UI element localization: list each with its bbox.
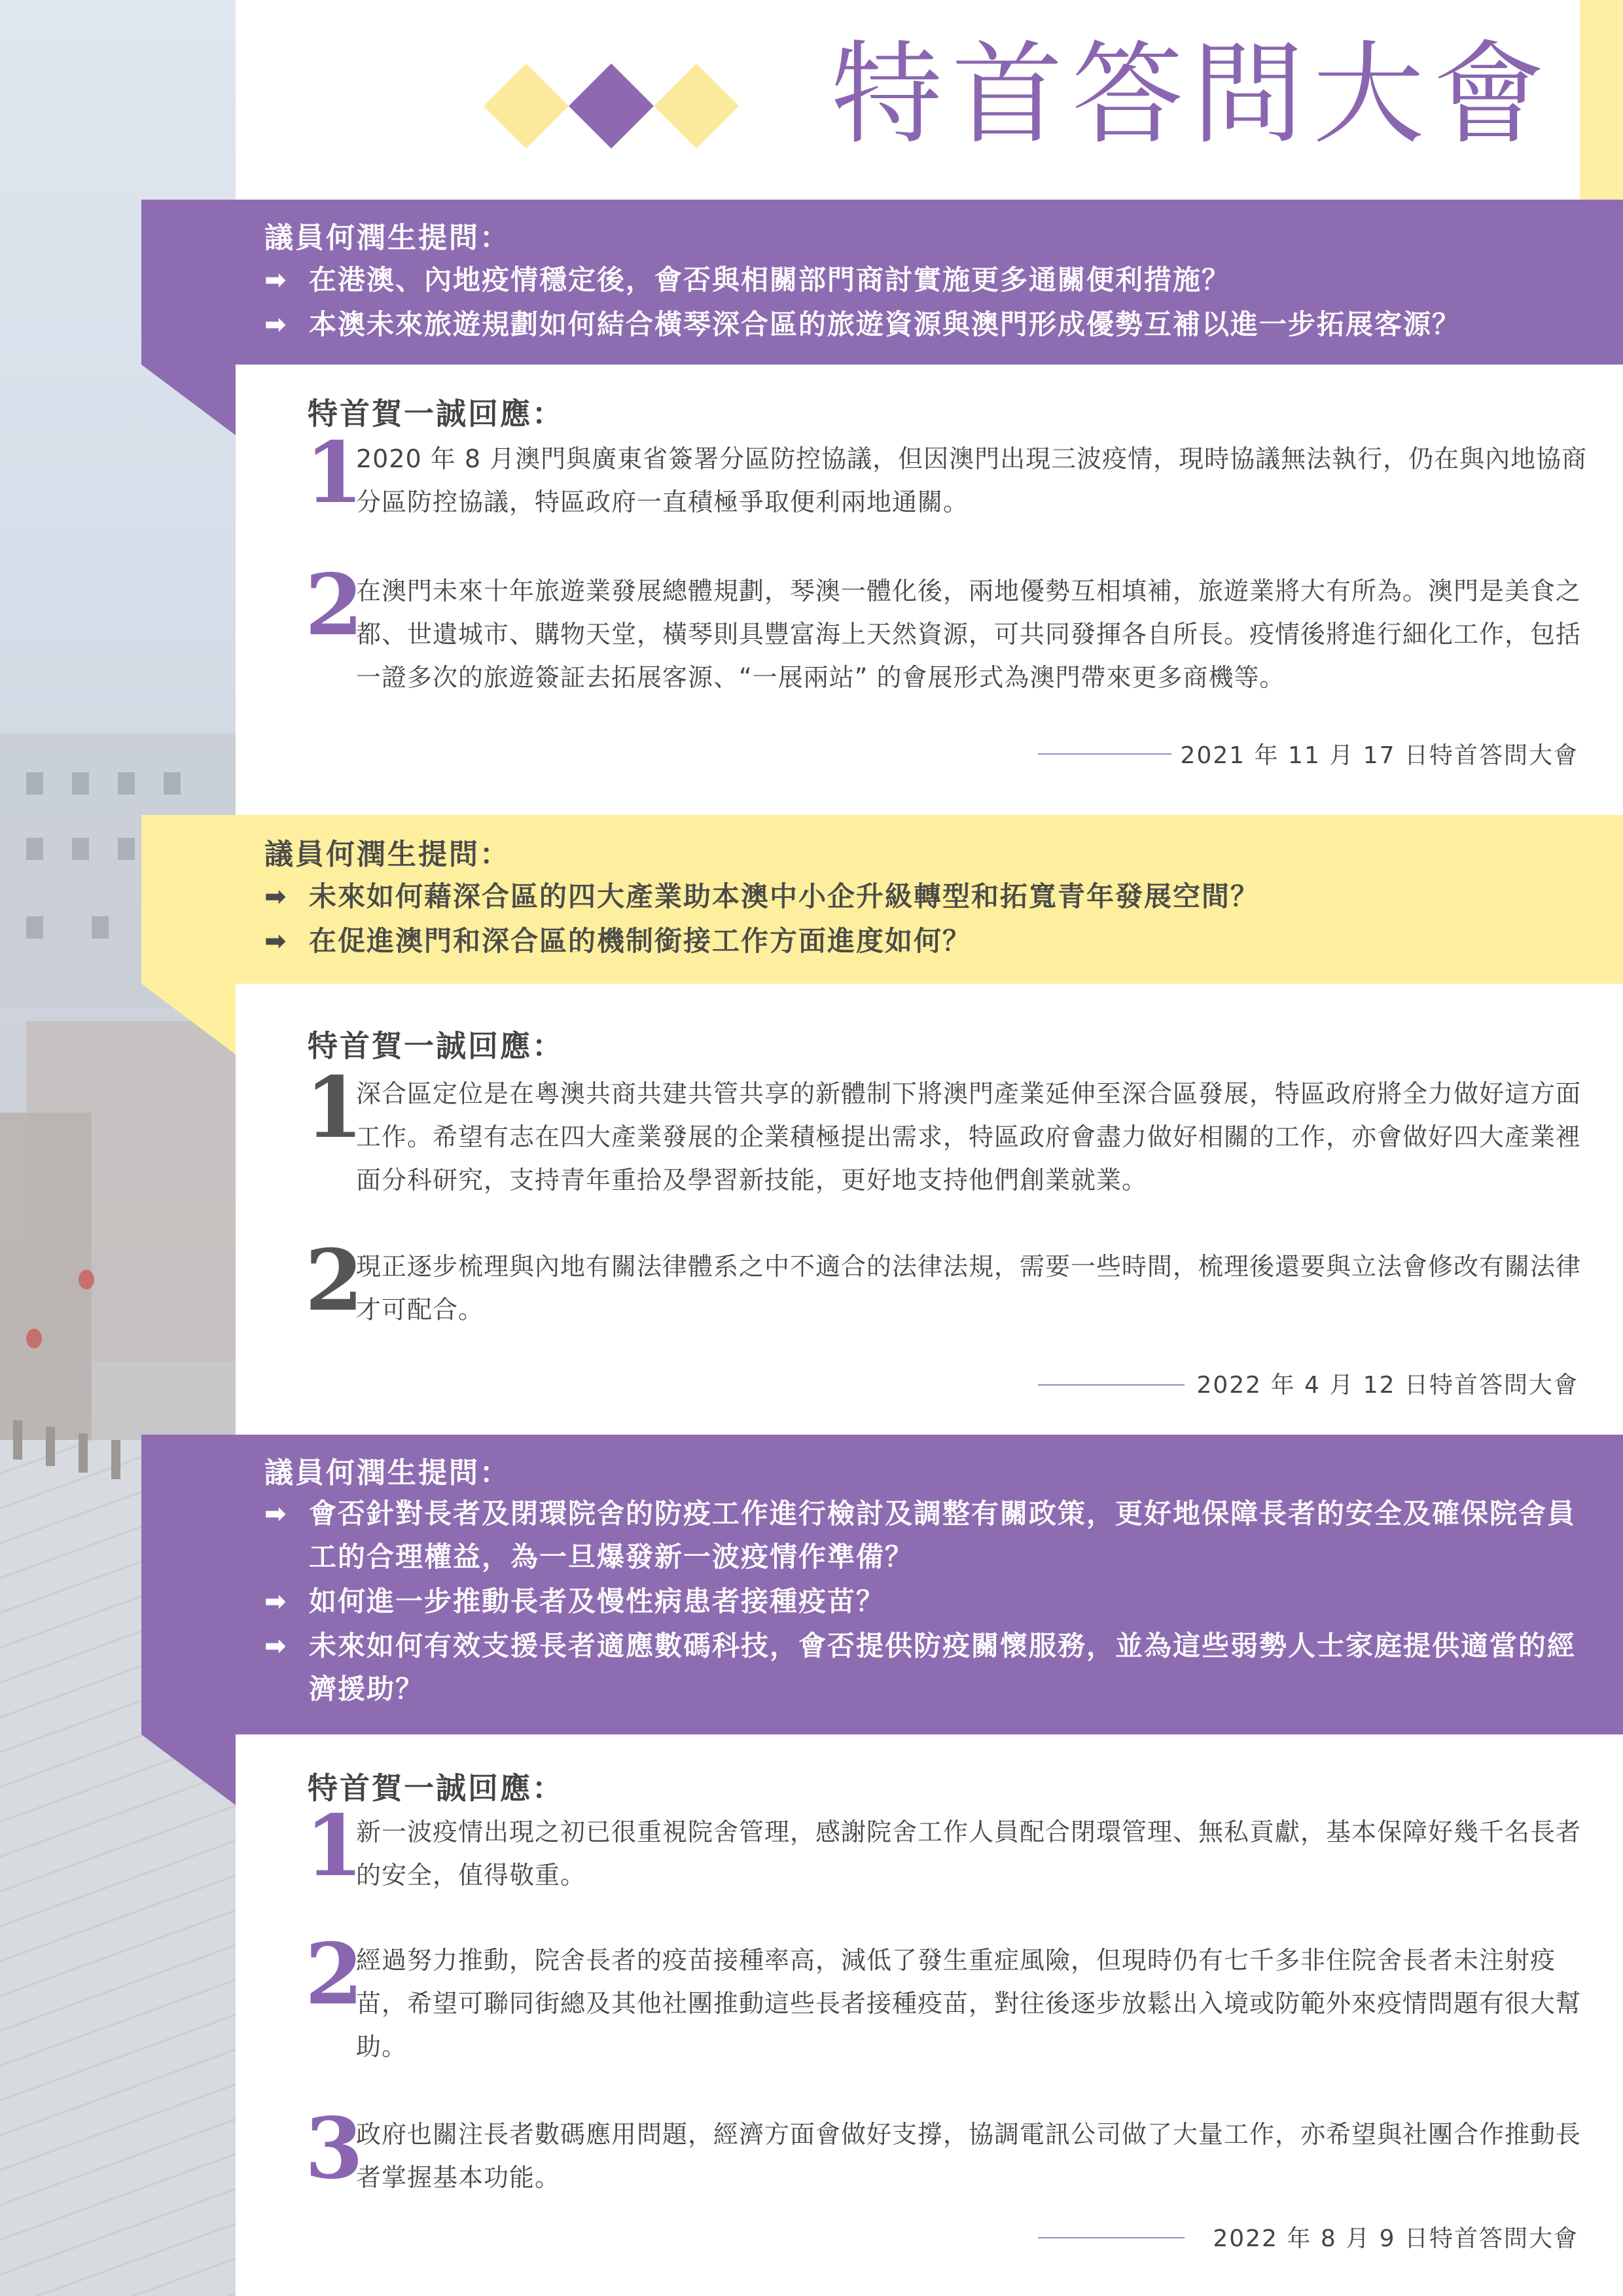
question-item: [264, 303, 1606, 346]
meeting-date: 2022 年 4 月 12 日特首答問大會: [1196, 1372, 1578, 1399]
window-shape: [164, 772, 181, 795]
asker-label: 議員何潤生提問：: [264, 838, 510, 871]
window-shape: [72, 838, 89, 860]
question-banner-2: [141, 815, 1623, 984]
responder-label: 特首賀一誠回應：: [308, 1028, 564, 1064]
arrow-right-icon: ➡: [264, 882, 288, 912]
diamond-shape: [484, 63, 569, 149]
answer-number: 2: [305, 556, 364, 655]
window-shape: [118, 772, 135, 795]
building-shape: [0, 1113, 92, 1453]
question-text: 在港澳、內地疫情穩定後，會否與相關部門商討實施更多通關便利措施？: [309, 264, 1231, 296]
date-divider: [1038, 1384, 1185, 1386]
question-banner-3: [141, 1435, 1623, 1734]
diamond-shape: [654, 63, 739, 149]
meeting-date: 2021 年 11 月 17 日特首答問大會: [1180, 742, 1578, 769]
red-lantern: [26, 1329, 42, 1348]
asker-label: 議員何潤生提問：: [264, 1456, 510, 1490]
question-text: 如何進一步推動長者及慢性病患者接種疫苗？: [309, 1585, 885, 1617]
answer-text: 2020 年 8 月澳門與廣東省簽署分區防控協議，但因澳門出現三波疫情，現時協議無法執行，仍在與內地協商分區防控協議，特區政府一直積極爭取便利兩地通關。: [356, 444, 1588, 516]
answer-item: [305, 1232, 1588, 1331]
answer-text: 經過努力推動，院舍長者的疫苗接種率高，減低了發生重症風險，但現時仍有七千多非住院舍長者未注射疫苗，希望可聯同街總及其他社團推動這些長者接種疫苗，對往後逐步放鬆出入境或防範外來疫情問題有很大幫助。: [356, 1946, 1582, 2061]
meeting-date: 2022 年 8 月 9 日特首答問大會: [1213, 2225, 1578, 2252]
answer-number: 2: [305, 1926, 364, 2024]
window-shape: [26, 838, 43, 860]
answer-item: [305, 1059, 1588, 1203]
question-item: [264, 1624, 1606, 1712]
arrow-right-icon: ➡: [264, 310, 288, 340]
question-item: [264, 875, 1606, 918]
answer-text: 深合區定位是在粵澳共商共建共管共享的新體制下將澳門產業延伸至深合區發展，特區政府將全力做好這方面工作。希望有志在四大產業發展的企業積極提出需求，特區政府會盡力做好相關的工作，亦會做好四大產業裡面分科研究，支持青年重拾及學習新技能，更好地支持他們創業就業。: [356, 1079, 1582, 1194]
arrow-right-icon: ➡: [264, 1631, 288, 1661]
answer-number: 3: [305, 2100, 364, 2198]
banner-fold: [141, 1734, 236, 1805]
answer-text: 在澳門未來十年旅遊業發展總體規劃，琴澳一體化後，兩地優勢互相填補，旅遊業將大有所為。澳門是美食之都、世遺城市、購物天堂，橫琴則具豐富海上天然資源，可共同發揮各自所長。疫情後將進行細化工作，包括一證多次的旅遊簽証去拓展客源、“一展兩站” 的會展形式為澳門帶來更多商機等。: [356, 577, 1582, 692]
question-banner-1: [141, 200, 1623, 365]
answer-text: 現正逐步梳理與內地有關法律體系之中不適合的法律法規，需要一些時間，梳理後還要與立法會修改有關法律才可配合。: [356, 1252, 1582, 1324]
answer-number: 1: [305, 424, 364, 522]
window-shape: [26, 772, 43, 795]
arrow-right-icon: ➡: [264, 1499, 288, 1529]
responder-label: 特首賀一誠回應：: [308, 1770, 564, 1806]
answer-item: [305, 424, 1588, 524]
window-shape: [118, 838, 135, 860]
red-lantern: [79, 1270, 94, 1289]
street-post: [46, 1427, 55, 1466]
street-post: [13, 1420, 22, 1460]
question-text: 未來如何藉深合區的四大產業助本澳中小企升級轉型和拓寬青年發展空間？: [309, 880, 1260, 912]
diamond-shape: [569, 63, 654, 149]
answer-item: [305, 556, 1588, 700]
answer-number: 1: [305, 1797, 364, 1895]
window-shape: [72, 772, 89, 795]
answer-number: 1: [305, 1059, 364, 1157]
question-text: 未來如何有效支援長者適應數碼科技，會否提供防疫關懷服務，並為這些弱勢人士家庭提供適當的經濟援助？: [309, 1630, 1577, 1705]
window-shape: [92, 916, 109, 939]
question-text: 本澳未來旅遊規劃如何結合橫琴深合區的旅遊資源與澳門形成優勢互補以進一步拓展客源？: [309, 308, 1461, 340]
arrow-right-icon: ➡: [264, 926, 288, 956]
answer-item: [305, 1797, 1588, 1897]
street-post: [79, 1433, 88, 1473]
date-divider: [1038, 2237, 1185, 2238]
question-item: [264, 259, 1606, 302]
banner-fold: [141, 984, 236, 1054]
asker-label: 議員何潤生提問：: [264, 221, 510, 255]
answer-item: [305, 2100, 1588, 2199]
answer-item: [305, 1926, 1588, 2070]
window-shape: [26, 916, 43, 939]
diamond-decoration: [476, 63, 745, 148]
arrow-right-icon: ➡: [264, 265, 288, 295]
responder-label: 特首賀一誠回應：: [308, 396, 564, 431]
answer-text: 政府也關注長者數碼應用問題，經濟方面會做好支撐，協調電訊公司做了大量工作，亦希望與社團合作推動長者掌握基本功能。: [356, 2120, 1582, 2192]
banner-fold: [141, 365, 236, 435]
question-item: [264, 1492, 1606, 1580]
header-yellow-tab: [1580, 0, 1623, 200]
date-divider: [1038, 753, 1171, 755]
question-item: [264, 1580, 1606, 1623]
page-title: 特首答問大會: [831, 30, 1554, 160]
question-text: 在促進澳門和深合區的機制銜接工作方面進度如何？: [309, 925, 972, 957]
arrow-right-icon: ➡: [264, 1587, 288, 1617]
street-post: [111, 1440, 120, 1479]
answer-text: 新一波疫情出現之初已很重視院舍管理，感謝院舍工作人員配合閉環管理、無私貢獻，基本保障好幾千名長者的安全，值得敬重。: [356, 1818, 1582, 1890]
question-text: 會否針對長者及閉環院舍的防疫工作進行檢討及調整有關政策，更好地保障長者的安全及確保院舍員工的合理權益，為一旦爆發新一波疫情作準備？: [309, 1498, 1577, 1573]
answer-number: 2: [305, 1232, 364, 1330]
question-item: [264, 920, 1606, 963]
